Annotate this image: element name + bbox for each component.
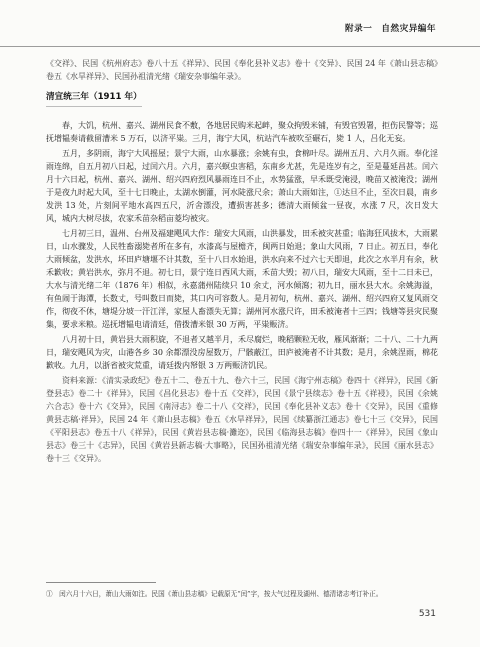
page-body [46,57,438,569]
page-number: 531 [418,609,436,619]
footnote-divider [46,582,156,583]
running-header [0,0,480,47]
sources-main: 资料来源：《清实录政纪》卷五十二、卷五十九、卷六十三，民国《海宁州志稿》卷四十《祥异》，民国《新登县志》卷二十《祥异》，民国《昌化县志》卷十五《交祥》，民国《景宁县续志》卷十五《祥祲》，民国《余姚六合志》卷十六《交异》，民国《南浔志》卷二十八《交祥》，民国《奉化县补义志》卷十《交异》，民国《重修黄县志稿·祥异》，民国 24 年《萧山县志稿》卷五《水旱祥异》，民国《续纂浙江通志》卷七十三《交异》，民国《平阳县志》卷五十八《祥异》，民国《黄岩县志稿·灘迩》，民国《临海县志稿》卷四十一《祥异》，民国《象山县志》卷三十《志异》，民国《黄岩县新志稿·大事略》，民国孙祖清光绪《瑞安杂事编年录》，民国《丽水县志》卷十三《交异》。 [46,376,438,463]
paragraph-august-september: 八月初十日，黄岩县大雨积旋，不退者又越半月，禾尽腐烂，晚稻颗粒无收，雁风渐渐；二十八、二十九两日，瑞安飓风为灾，山港各乡 30 余都漂没房屋数万，尸骸蔽江，田庐被淹者不计其数；是月，余姚涅雨，棉花歉收。九月，以浙省被灾荒重，请廷拨内帑银 3 万两赈济饥民。 [46,335,438,370]
paragraph-may-june: 五月，多阴雨，海宁大风摇屋；景宁大雨，山水暴涨；余姚有虫，食棉叶尽。湖州五月、六月久雨。奉化淫雨连绵，自五月初八日起，过闰六月。六月，嘉兴螟虫害稻，东南乡尤甚，先是连岁有之，至是蔓延昌甚。闰六月十六日起，杭州、嘉兴、湖州、绍兴四府烈风暴雨连日不止，水势猛涨，早禾既受淹浸，晚苗又被淹没；湖州于是夜九时起大风，至十七日晚止，太湖水倒灌，河水陡涨尺余；萧山大雨如注，①达旦不止，至次日晨，南乡发洪 13 处，片刻间平地水高四五尺，沂舍漂没，遭损害甚多；德清大雨倾盆一昼夜，水涨 7 尺，次日发大风，城内大树尽拔，农家禾苗杂稻亩菱均被灾。 [46,149,438,223]
running-title: 附录一 自然灾异编年 [345,24,436,34]
paragraph-spring: 春，大饥，杭州、嘉兴、湖州民食不敷，各地居民购米起衅，聚众拘毁米铺，有毁官毁署，拒伤民警等；巡抚增韫奏请截留漕米 5 万石，以济平粜。三月，海宁大风，杭站汽车被吹至碾石，毙 1 人，吕化无妄。 [46,121,438,143]
sources-intro: 《交祥》、民国《杭州府志》卷八十五《祥异》、民国《奉化县补义志》卷十《交异》、民国 24 年《萧山县志稿》卷五《水旱祥异》、民国孙祖清光绪《瑞安杂事编年录》。 [46,59,438,81]
section-title: 清宣统三年（1911 年） [46,91,142,107]
paragraph-july: 七月初三日，温州、台州及福建飓风大作：瑞安大风雨，山洪暴发，田禾被灾甚重；临海狂风拔木，大雨累日，山水骤发，人民牲畜溺毙者所在多有，水漆高与屋檐齐，闽两日始退；象山大风雨，7 日止。初五日，奉化大雨倾盆，发洪水，坏田庐塘堰不计其数，至十八日水始退，洪水向来不过六七天即退，此次之水半月有余，秋禾歉收；黄岩洪水，弥月不退。初七日，景宁连日西风大雨，禾苗大毁；初八日，瑞安大风雨，至十二日未已，大水与清光绪二年（1876 年）相似，永嘉蒲州陆续只 10 余丈，河水倾瀉；初九日，丽水县大水。余姚海溢，有鱼闹于海潭，长数丈，号叫数日而毙，其口内可容数人。是月初旬，杭州、嘉兴、湖州、绍兴四府又复风雨交作，彻夜不休，塘堤分坡一汗江洋，家屋人畜漂失无算；湖州河水涨尺许，田禾被淹者十三四；钱塘等县灾民聚集，要求米粮。巡抚增韫电请清廷，借拨漕米银 30 万两，平粜赈济。 [46,229,438,329]
footnote: ① 闰六月十六日，萧山大雨如注。民国《萧山县志稿》记载原无“闰”字，按大气过程及湖州、德清诸志考订补正。 [46,590,383,598]
